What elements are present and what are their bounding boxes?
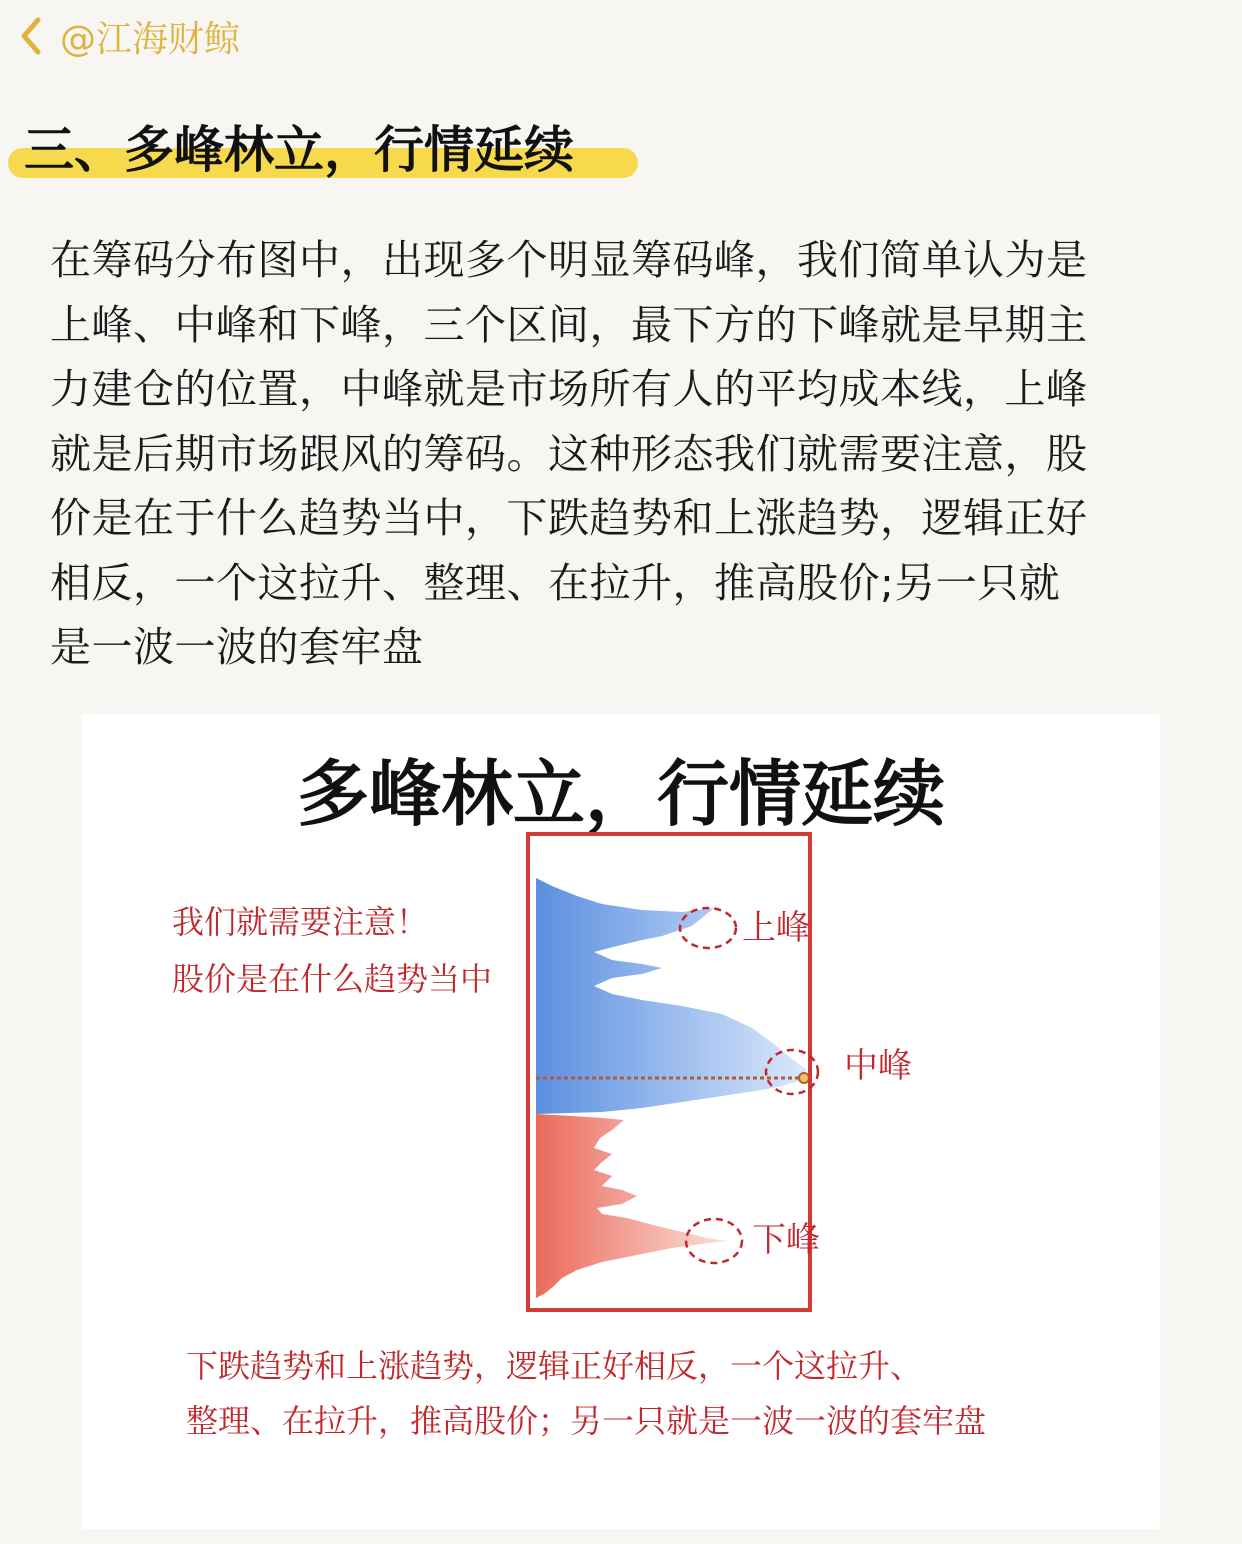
figure-note-line: 我们就需要注意！ — [172, 903, 429, 941]
lower-peak-label: 下峰 — [752, 1220, 820, 1259]
chip-distribution-figure — [82, 714, 1160, 1529]
body-line: 价是在于什么趋势当中，下跌趋势和上涨趋势，逻辑正好 — [50, 494, 1088, 542]
figure-caption-line: 下跌趋势和上涨趋势，逻辑正好相反，一个这拉升、 — [186, 1347, 923, 1385]
lower-chip-area — [536, 1114, 727, 1298]
chevron-left-icon[interactable] — [16, 12, 56, 60]
body-line: 在筹码分布图中，出现多个明显筹码峰，我们简单认为是 — [50, 236, 1088, 284]
top-bar — [16, 8, 240, 64]
body-line: 是一波一波的套牢盘 — [50, 623, 424, 671]
body-line: 就是后期市场跟风的筹码。这种形态我们就需要注意，股 — [50, 429, 1088, 478]
figure-caption — [186, 1339, 986, 1449]
section-heading: 三、多峰林立，行情延续 — [24, 121, 574, 179]
section-heading-wrap — [8, 112, 574, 188]
figure-note-line: 股价是在什么趋势当中 — [172, 960, 493, 998]
upper-peak-label: 上峰 — [742, 908, 810, 947]
figure-title: 多峰林立，行情延续 — [296, 751, 945, 836]
figure-caption-line: 整理、在拉升，推高股价；另一只就是一波一波的套牢盘 — [186, 1402, 987, 1440]
body-line: 力建仓的位置，中峰就是市场所有人的平均成本线，上峰 — [50, 365, 1088, 413]
body-line: 上峰、中峰和下峰，三个区间，最下方的下峰就是早期主 — [50, 300, 1088, 349]
body-line: 相反，一个这拉升、整理、在拉升，推高股价;另一只就 — [50, 558, 1061, 607]
account-handle[interactable]: @江海财鲸 — [60, 18, 241, 60]
middle-peak-label: 中峰 — [844, 1046, 912, 1085]
body-paragraph — [50, 228, 1195, 680]
average-cost-marker — [799, 1073, 809, 1083]
